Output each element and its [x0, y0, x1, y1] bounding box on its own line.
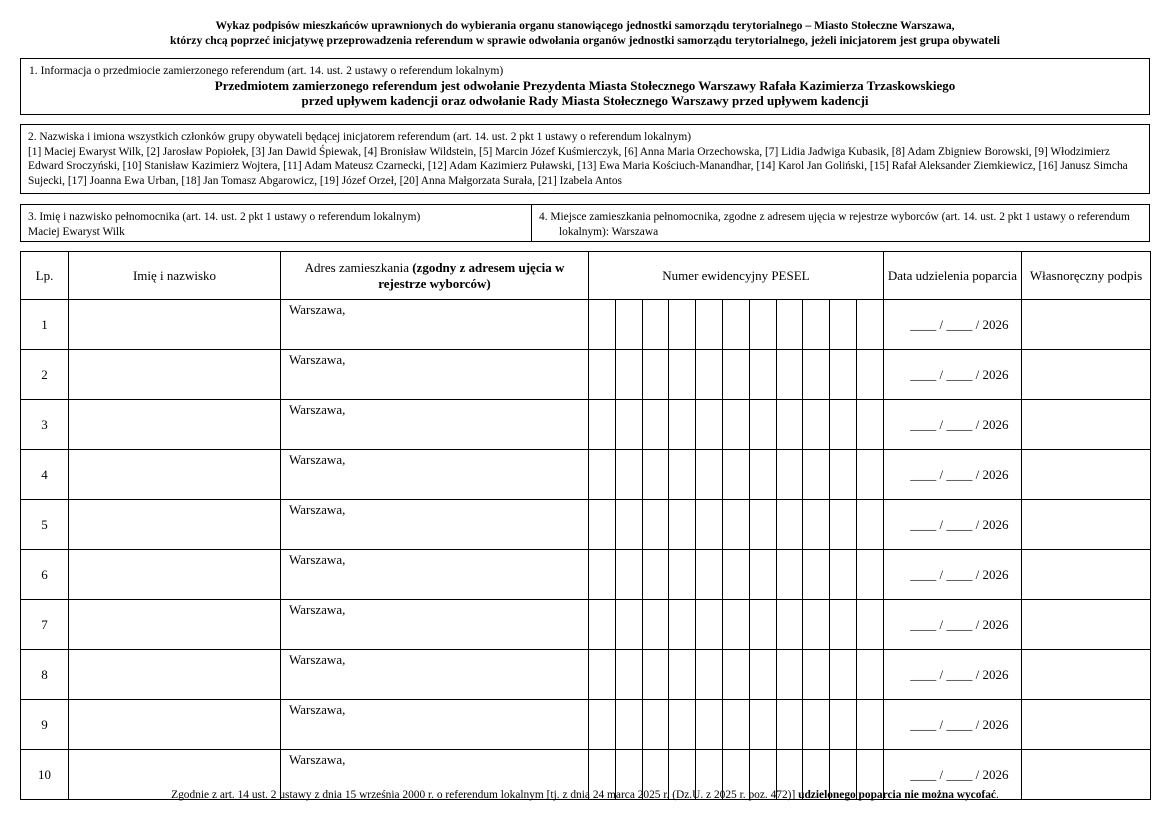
- row-number: 1: [21, 300, 69, 350]
- row-number: 9: [21, 700, 69, 750]
- pesel-digit-cell[interactable]: [803, 450, 830, 500]
- pesel-digit-cell[interactable]: [722, 300, 749, 350]
- pesel-digit-cell[interactable]: [696, 450, 723, 500]
- date-cell[interactable]: ____ / ____ / 2026: [883, 300, 1021, 350]
- pesel-digit-cell[interactable]: [776, 400, 803, 450]
- pesel-digit-cell[interactable]: [803, 600, 830, 650]
- header-address-label: Adres zamieszkania: [304, 259, 409, 275]
- pesel-digit-cell[interactable]: [696, 600, 723, 650]
- pesel-digit-cell[interactable]: [830, 550, 857, 600]
- pesel-digit-cell[interactable]: [589, 400, 616, 450]
- header-date: Data udzielenia poparcia: [883, 252, 1021, 300]
- address-cell[interactable]: Warszawa,: [281, 700, 589, 750]
- pesel-digit-cell[interactable]: [776, 550, 803, 600]
- address-cell[interactable]: Warszawa,: [281, 550, 589, 600]
- pesel-digit-cell[interactable]: [856, 550, 883, 600]
- date-cell[interactable]: ____ / ____ / 2026: [883, 500, 1021, 550]
- name-cell[interactable]: [69, 700, 281, 750]
- pesel-digit-cell[interactable]: [642, 700, 669, 750]
- pesel-digit-cell[interactable]: [830, 500, 857, 550]
- pesel-digit-cell[interactable]: [749, 600, 776, 650]
- date-cell[interactable]: ____ / ____ / 2026: [883, 450, 1021, 500]
- pesel-digit-cell[interactable]: [749, 400, 776, 450]
- pesel-digit-cell[interactable]: [589, 500, 616, 550]
- pesel-digit-cell[interactable]: [722, 600, 749, 650]
- pesel-digit-cell[interactable]: [776, 650, 803, 700]
- name-cell[interactable]: [69, 350, 281, 400]
- pesel-digit-cell[interactable]: [856, 300, 883, 350]
- header-address: [281, 252, 589, 300]
- row-number: 7: [21, 600, 69, 650]
- name-cell[interactable]: [69, 400, 281, 450]
- header-signature: Własnoręczny podpis: [1021, 252, 1150, 300]
- pesel-digit-cell[interactable]: [803, 700, 830, 750]
- section-4-label: 4. Miejsce zamieszkania pełnomocnika, zgodne z adresem ujęcia w rejestrze wyborców (art. 14. ust. 2 pkt 1 ustawy o referendum lokalnym): Warszawa: [539, 211, 1130, 238]
- pesel-digit-cell[interactable]: [830, 300, 857, 350]
- address-cell[interactable]: Warszawa,: [281, 400, 589, 450]
- pesel-digit-cell[interactable]: [642, 500, 669, 550]
- pesel-digit-cell[interactable]: [615, 450, 642, 500]
- pesel-digit-cell[interactable]: [669, 450, 696, 500]
- footer-text: Zgodnie z art. 14 ust. 2 ustawy z dnia 15 września 2000 r. o referendum lokalnym [tj. z dnia 24 marca 2025 r. (Dz.U. z 2025 r. poz. 472)]: [171, 789, 796, 801]
- pesel-digit-cell[interactable]: [776, 600, 803, 650]
- pesel-digit-cell[interactable]: [669, 550, 696, 600]
- pesel-digit-cell[interactable]: [722, 550, 749, 600]
- pesel-digit-cell[interactable]: [722, 700, 749, 750]
- pesel-digit-cell[interactable]: [589, 700, 616, 750]
- signature-cell[interactable]: [1021, 350, 1150, 400]
- header-address-bold: (zgodny z adresem ujęcia w rejestrze wyborców): [378, 259, 565, 291]
- pesel-digit-cell[interactable]: [776, 350, 803, 400]
- document-header: [0, 18, 1170, 48]
- pesel-digit-cell[interactable]: [856, 450, 883, 500]
- pesel-digit-cell[interactable]: [856, 650, 883, 700]
- table-row: [21, 500, 1151, 550]
- name-cell[interactable]: [69, 500, 281, 550]
- pesel-digit-cell[interactable]: [669, 350, 696, 400]
- pesel-digit-cell[interactable]: [803, 550, 830, 600]
- pesel-digit-cell[interactable]: [642, 450, 669, 500]
- signature-cell[interactable]: [1021, 400, 1150, 450]
- row-number: 4: [21, 450, 69, 500]
- footer-bold: udzielonego poparcia nie można wycofać: [798, 789, 996, 801]
- pesel-digit-cell[interactable]: [615, 600, 642, 650]
- section-3-value: Maciej Ewaryst Wilk: [28, 225, 125, 238]
- header-pesel: Numer ewidencyjny PESEL: [589, 252, 884, 300]
- pesel-digit-cell[interactable]: [749, 700, 776, 750]
- pesel-digit-cell[interactable]: [615, 700, 642, 750]
- pesel-digit-cell[interactable]: [642, 400, 669, 450]
- table-row: [21, 600, 1151, 650]
- pesel-digit-cell[interactable]: [642, 650, 669, 700]
- date-cell[interactable]: ____ / ____ / 2026: [883, 750, 1021, 800]
- pesel-digit-cell[interactable]: [669, 700, 696, 750]
- date-cell[interactable]: ____ / ____ / 2026: [883, 700, 1021, 750]
- pesel-digit-cell[interactable]: [749, 650, 776, 700]
- pesel-digit-cell[interactable]: [615, 400, 642, 450]
- signature-cell[interactable]: [1021, 600, 1150, 650]
- pesel-digit-cell[interactable]: [722, 650, 749, 700]
- row-number: 3: [21, 400, 69, 450]
- pesel-digit-cell[interactable]: [856, 350, 883, 400]
- pesel-digit-cell[interactable]: [589, 450, 616, 500]
- name-cell[interactable]: [69, 450, 281, 500]
- name-cell[interactable]: [69, 600, 281, 650]
- pesel-digit-cell[interactable]: [696, 350, 723, 400]
- date-cell[interactable]: ____ / ____ / 2026: [883, 550, 1021, 600]
- pesel-digit-cell[interactable]: [856, 500, 883, 550]
- row-number: 10: [21, 750, 69, 800]
- pesel-digit-cell[interactable]: [696, 550, 723, 600]
- section-2-label: 2. Nazwiska i imiona wszystkich członków grupy obywateli będącej inicjatorem referendum (art. 14. ust. 2 pkt 1 ustawy o referendum lokalnym): [28, 131, 691, 143]
- date-cell[interactable]: ____ / ____ / 2026: [883, 400, 1021, 450]
- pesel-digit-cell[interactable]: [696, 700, 723, 750]
- pesel-digit-cell[interactable]: [589, 550, 616, 600]
- table-row: [21, 650, 1151, 700]
- row-number: 5: [21, 500, 69, 550]
- signature-cell[interactable]: [1021, 450, 1150, 500]
- signature-table: [20, 251, 1151, 800]
- pesel-digit-cell[interactable]: [776, 500, 803, 550]
- pesel-digit-cell[interactable]: [589, 300, 616, 350]
- pesel-digit-cell[interactable]: [589, 600, 616, 650]
- signature-cell[interactable]: [1021, 650, 1150, 700]
- row-number: 2: [21, 350, 69, 400]
- pesel-digit-cell[interactable]: [696, 500, 723, 550]
- pesel-digit-cell[interactable]: [696, 300, 723, 350]
- pesel-digit-cell[interactable]: [615, 300, 642, 350]
- pesel-digit-cell[interactable]: [589, 350, 616, 400]
- address-cell[interactable]: Warszawa,: [281, 300, 589, 350]
- section-2-members: [1] Maciej Ewaryst Wilk, [2] Jarosław Popiołek, [3] Jan Dawid Śpiewak, [4] Bronisław Wildstein, [5] Marcin Józef Kuśmierczyk, [6] Anna Maria Orzechowska, [7] Lidia Jadwiga Kubasik, [8] Adam Zbigniew Borowski, [9] Włodzimierz Edward Sroczyński, [10] Stanisław Kazimierz Wojtera, [11] Adam Mateusz Czarnecki, [12] Adam Kazimierz Puławski, [13] Ewa Maria Kościuch-Manandhar, [14] Karol Jan Goliński, [15] Rafał Aleksander Ziemkiewicz, [16] Janusz Simcha Sujecki, [17] Joanna Ewa Urban, [18] Jan Tomasz Abgarowicz, [19] Józef Orzeł, [20] Anna Małgorzata Surała, [21] Izabela Antos: [28, 145, 1128, 187]
- pesel-digit-cell[interactable]: [856, 700, 883, 750]
- pesel-digit-cell[interactable]: [722, 400, 749, 450]
- pesel-digit-cell[interactable]: [830, 400, 857, 450]
- pesel-digit-cell[interactable]: [615, 500, 642, 550]
- name-cell[interactable]: [69, 300, 281, 350]
- pesel-digit-cell[interactable]: [749, 500, 776, 550]
- pesel-digit-cell[interactable]: [722, 350, 749, 400]
- section-1-subject-line-2: przed upływem kadencji oraz odwołanie Rady Miasta Stołecznego Warszawy przed upływem kadencji: [301, 93, 869, 108]
- footer-end: .: [995, 789, 999, 801]
- pesel-digit-cell[interactable]: [749, 550, 776, 600]
- signature-cell[interactable]: [1021, 700, 1150, 750]
- address-cell[interactable]: Warszawa,: [281, 350, 589, 400]
- row-number: 6: [21, 550, 69, 600]
- pesel-digit-cell[interactable]: [642, 600, 669, 650]
- address-cell[interactable]: Warszawa,: [281, 650, 589, 700]
- pesel-digit-cell[interactable]: [749, 450, 776, 500]
- pesel-digit-cell[interactable]: [830, 350, 857, 400]
- pesel-digit-cell[interactable]: [669, 400, 696, 450]
- pesel-digit-cell[interactable]: [830, 450, 857, 500]
- pesel-digit-cell[interactable]: [776, 700, 803, 750]
- pesel-digit-cell[interactable]: [803, 500, 830, 550]
- table-row: [21, 450, 1151, 500]
- pesel-digit-cell[interactable]: [830, 700, 857, 750]
- pesel-digit-cell[interactable]: [749, 350, 776, 400]
- table-row: [21, 550, 1151, 600]
- name-cell[interactable]: [69, 650, 281, 700]
- pesel-digit-cell[interactable]: [669, 300, 696, 350]
- pesel-digit-cell[interactable]: [669, 650, 696, 700]
- table-header-row: [21, 252, 1151, 300]
- table-row: [21, 400, 1151, 450]
- name-cell[interactable]: [69, 550, 281, 600]
- address-cell[interactable]: Warszawa,: [281, 500, 589, 550]
- pesel-digit-cell[interactable]: [615, 350, 642, 400]
- header-name: Imię i nazwisko: [69, 252, 281, 300]
- header-lp: Lp.: [21, 252, 69, 300]
- pesel-digit-cell[interactable]: [642, 350, 669, 400]
- section-1-subject-line-1: Przedmiotem zamierzonego referendum jest odwołanie Prezydenta Miasta Stołecznego Warszawy Rafała Kazimierza Trzaskowskiego: [214, 78, 956, 93]
- table-row: [21, 350, 1151, 400]
- signature-cell[interactable]: [1021, 550, 1150, 600]
- table-row: [21, 700, 1151, 750]
- table-row: [21, 300, 1151, 350]
- pesel-digit-cell[interactable]: [856, 400, 883, 450]
- section-proxy-residence: [531, 204, 1150, 242]
- section-1-label: 1. Informacja o przedmiocie zamierzonego referendum (art. 14. ust. 2 ustawy o referendum lokalnym): [29, 64, 504, 77]
- date-cell[interactable]: ____ / ____ / 2026: [883, 350, 1021, 400]
- pesel-digit-cell[interactable]: [803, 400, 830, 450]
- section-proxy-name: [20, 204, 532, 242]
- pesel-digit-cell[interactable]: [669, 500, 696, 550]
- legal-footer: [0, 789, 1170, 801]
- pesel-digit-cell[interactable]: [642, 550, 669, 600]
- pesel-digit-cell[interactable]: [722, 500, 749, 550]
- section-initiators: [20, 124, 1150, 194]
- section-3-label: 3. Imię i nazwisko pełnomocnika (art. 14. ust. 2 pkt 1 ustawy o referendum lokalnym): [28, 211, 421, 223]
- address-cell[interactable]: Warszawa,: [281, 600, 589, 650]
- pesel-digit-cell[interactable]: [803, 650, 830, 700]
- pesel-digit-cell[interactable]: [803, 300, 830, 350]
- pesel-digit-cell[interactable]: [776, 300, 803, 350]
- address-cell[interactable]: Warszawa,: [281, 750, 589, 800]
- pesel-digit-cell[interactable]: [669, 600, 696, 650]
- pesel-digit-cell[interactable]: [856, 600, 883, 650]
- pesel-digit-cell[interactable]: [615, 550, 642, 600]
- signature-cell[interactable]: [1021, 500, 1150, 550]
- header-line-2: którzy chcą poprzeć inicjatywę przeprowadzenia referendum w sprawie odwołania organów jednostki samorządu terytorialnego, jeżeli inicjatorem jest grupa obywateli: [170, 34, 1000, 47]
- pesel-digit-cell[interactable]: [830, 600, 857, 650]
- pesel-digit-cell[interactable]: [589, 650, 616, 700]
- header-line-1: Wykaz podpisów mieszkańców uprawnionych do wybierania organu stanowiącego jednostki samorządu terytorialnego – Miasto Stołeczne Warszawa,: [215, 19, 955, 32]
- address-cell[interactable]: Warszawa,: [281, 450, 589, 500]
- pesel-digit-cell[interactable]: [696, 400, 723, 450]
- date-cell[interactable]: ____ / ____ / 2026: [883, 600, 1021, 650]
- pesel-digit-cell[interactable]: [830, 650, 857, 700]
- pesel-digit-cell[interactable]: [722, 450, 749, 500]
- pesel-digit-cell[interactable]: [803, 350, 830, 400]
- pesel-digit-cell[interactable]: [615, 650, 642, 700]
- row-number: 8: [21, 650, 69, 700]
- pesel-digit-cell[interactable]: [749, 300, 776, 350]
- signature-cell[interactable]: [1021, 300, 1150, 350]
- date-cell[interactable]: ____ / ____ / 2026: [883, 650, 1021, 700]
- pesel-digit-cell[interactable]: [696, 650, 723, 700]
- pesel-digit-cell[interactable]: [642, 300, 669, 350]
- section-referendum-subject: [20, 58, 1150, 115]
- pesel-digit-cell[interactable]: [776, 450, 803, 500]
